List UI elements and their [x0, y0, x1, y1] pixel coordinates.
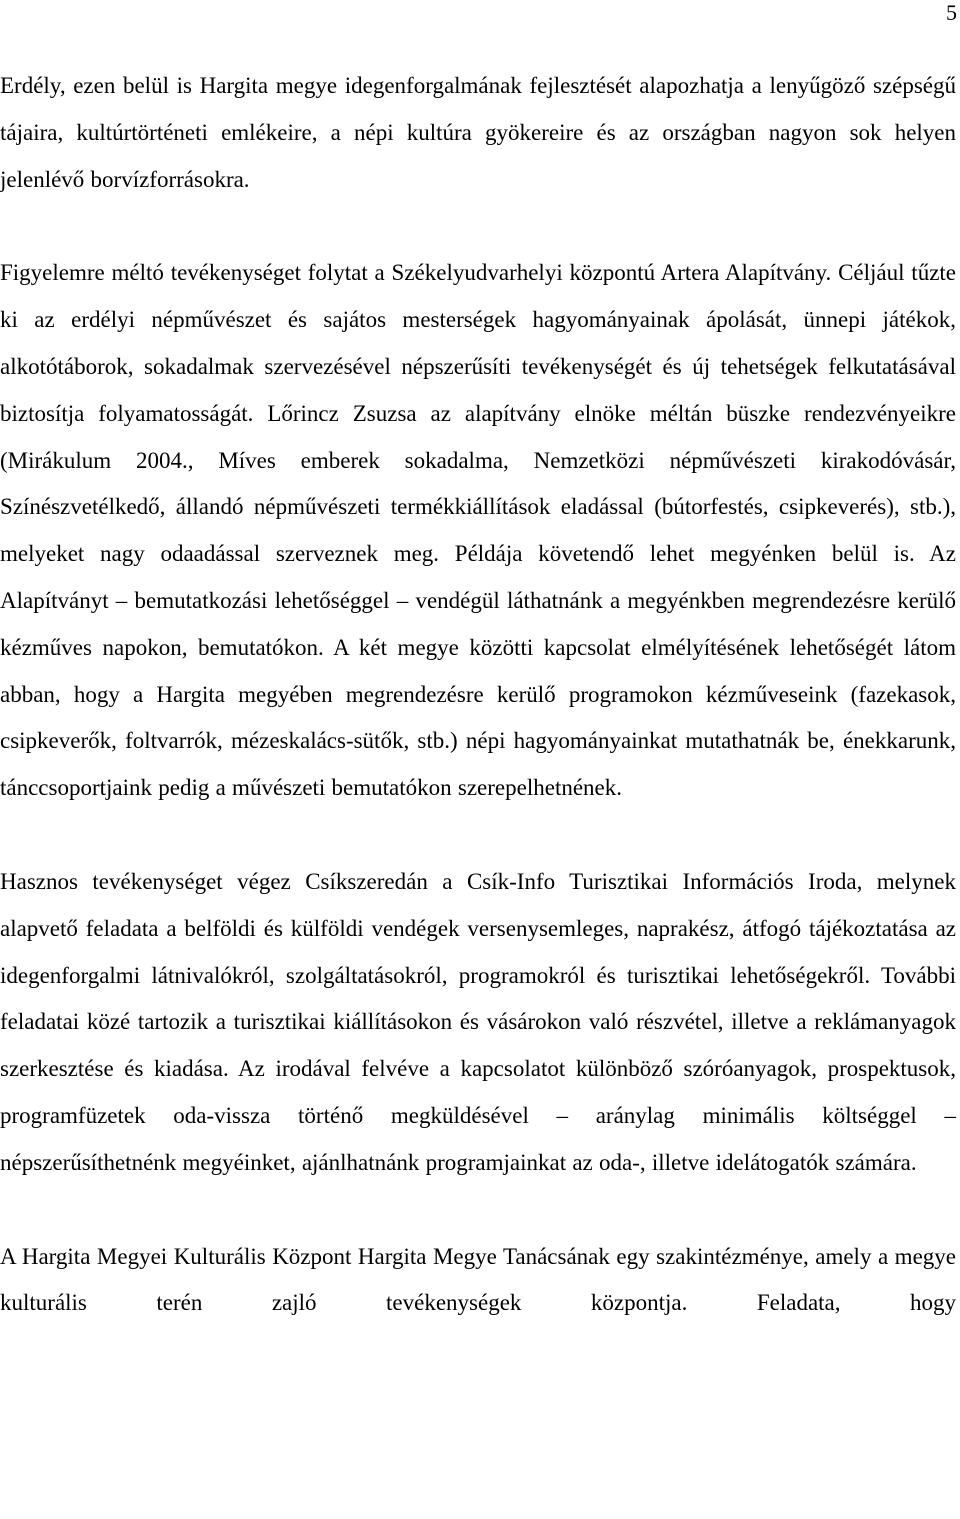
body-text [0, 63, 956, 1327]
paragraph-intro: Erdély, ezen belül is Hargita megye idegenforgalmának fejlesztését alapozhatja a lenyűgöző szépségű tájaira, kultúrtörténeti emlékeire, a népi kultúra gyökereire és az országban nagyon sok helyen jelenlévő borvízforrásokra. [0, 73, 956, 192]
page-number: 5 [946, 0, 957, 25]
paragraph-csik-info-office: Hasznos tevékenységet végez Csíkszeredán a Csík-Info Turisztikai Információs Iroda, melynek alapvető feladata a belföldi és külföldi vendégek versenysemleges, naprakész, átfogó tájékoztatása az idegenforgalmi látnivalókról, szolgáltatásokról, programokról és turisztikai lehetőségekről. További feladatai közé tartozik a turisztikai kiállításokon és vásárokon való részvétel, illetve a reklámanyagok szerkesztése és kiadása. Az irodával felvéve a kapcsolatot különböző szóróanyagok, prospektusok, programfüzetek oda-vissza történő megküldésével – aránylag minimális költséggel – népszerűsíthetnénk megyéinket, ajánlhatnánk programjainkat az oda-, illetve idelátogatók számára. [0, 868, 956, 1175]
paragraph-artera-foundation: Figyelemre méltó tevékenységet folytat a Székelyudvarhelyi központú Artera Alapítvány. Céljául tűzte ki az erdélyi népművészet és sajátos mesterségek hagyományainak ápolását, ünnepi játékok, alkotótáborok, sokadalmak szervezésével népszerűsíti tevékenységét és új tehetségek felkutatásával biztosítja folyamatosságát. Lőrincz Zsuzsa az alapítvány elnöke méltán büszke rendezvényeikre (Mirákulum 2004., Míves emberek sokadalma, Nemzetközi népművészeti kirakodóvásár, Színészvetélkedő, állandó népművészeti termékkiállítások eladással (bútorfestés, csipkeverés), stb.), melyeket nagy odaadással szerveznek meg. Példája követendő lehet megyénken belül is. Az Alapítványt – bemutatkozási lehetőséggel – vendégül láthatnánk a megyénkben megrendezésre kerülő kézműves napokon, bemutatókon. A két megye közötti kapcsolat elmélyítésének lehetőségét látom abban, hogy a Hargita megyében megrendezésre kerülő programokon kézműveseink (fazekasok, csipkeverők, foltvarrók, mézeskalács-sütők, stb.) népi hagyományainkat mutathatnák be, énekkarunk, tánccsoportjaink pedig a művészeti bemutatókon szerepelhetnének. [0, 260, 956, 801]
paragraph-hargita-cultural-center: A Hargita Megyei Kulturális Központ Hargita Megye Tanácsának egy szakintézménye, amely a megye kulturális terén zajló tevékenységek központja. Feladata, hogy [0, 1243, 956, 1316]
